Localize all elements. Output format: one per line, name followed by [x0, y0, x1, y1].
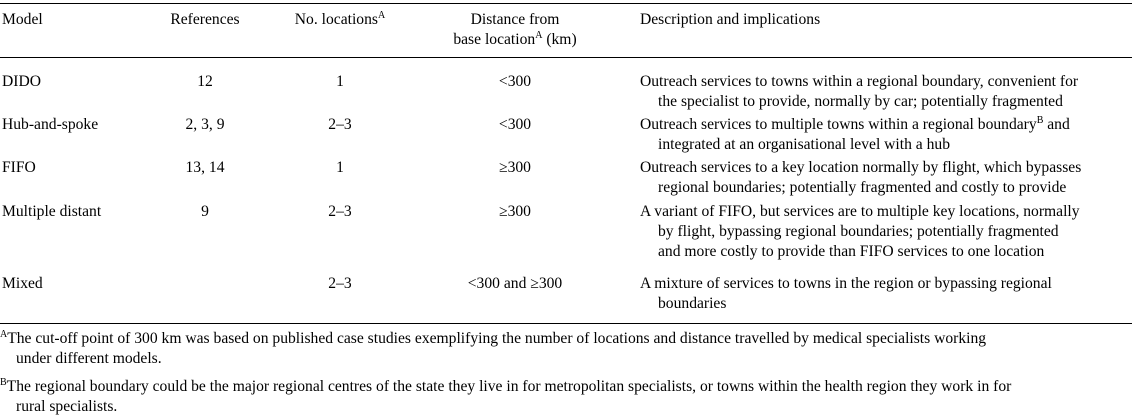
- cell-description: [640, 115, 1130, 155]
- desc-line: the specialist to provide, normally by car; potentially fragmented: [658, 93, 1063, 110]
- header-references: References: [170, 11, 240, 28]
- cell-distance: <300 and ≥300: [467, 275, 563, 292]
- cell-model: Hub-and-spoke: [2, 116, 99, 133]
- footnote-mark: B: [0, 377, 7, 388]
- header-locations: [270, 10, 410, 30]
- footnote-text: The regional boundary could be the major regional centres of the state they live in for metropolitan specialists, or towns within the health region they work in for: [6, 378, 1012, 395]
- footnote-line: rural specialists.: [16, 398, 118, 415]
- desc-line: integrated at an organisational level with a hub: [658, 136, 951, 153]
- cell-model: Mixed: [2, 275, 43, 292]
- header-distance-text: base location: [453, 31, 536, 48]
- cell-locations: 2–3: [328, 203, 352, 220]
- desc-text: Outreach services to multiple towns within a regional boundary: [640, 116, 1037, 133]
- cell-model: Multiple distant: [2, 203, 102, 220]
- desc-line: boundaries: [658, 295, 727, 312]
- footnote-line: [0, 329, 1125, 349]
- cell-locations: 2–3: [328, 116, 352, 133]
- desc-line: [640, 115, 1130, 135]
- cell-locations: 1: [336, 73, 344, 90]
- footnote-mark-a-2: A: [535, 30, 543, 41]
- footnote-b: [0, 377, 1125, 417]
- desc-line: A variant of FIFO, but services are to multiple key locations, normally: [640, 203, 1080, 220]
- cell-references: 13, 14: [185, 159, 225, 176]
- cell-references: 2, 3, 9: [185, 116, 225, 133]
- cell-references: 12: [197, 73, 213, 90]
- header-distance-line1: Distance from: [470, 11, 560, 28]
- header-distance: [410, 10, 620, 50]
- cell-description: [640, 202, 1130, 262]
- desc-text: and: [1043, 116, 1070, 133]
- cell-description: [640, 72, 1130, 112]
- footnote-line: [0, 377, 1125, 397]
- desc-line: Outreach services to a key location normally by flight, which bypasses: [640, 159, 1082, 176]
- desc-line: and more costly to provide than FIFO services to one location: [658, 243, 1045, 260]
- footnote-mark-b: B: [1036, 115, 1044, 126]
- header-locations-text: No. locations: [294, 11, 378, 28]
- header-rule: [0, 57, 1132, 58]
- footnote-text: The cut-off point of 300 km was based on published case studies exemplifying the number of locations and distance travelled by medical specialists working: [7, 330, 987, 347]
- cell-model: FIFO: [2, 159, 36, 176]
- table-bottom-rule: [0, 323, 1132, 324]
- desc-line: regional boundaries; potentially fragmented and costly to provide: [658, 179, 1067, 196]
- desc-line: by flight, bypassing regional boundaries; potentially fragmented: [658, 223, 1059, 240]
- cell-description: [640, 274, 1130, 314]
- footnote-mark: A: [0, 329, 8, 340]
- cell-references: 9: [201, 203, 209, 220]
- cell-distance: ≥300: [499, 159, 531, 176]
- cell-locations: 2–3: [328, 275, 352, 292]
- table-top-rule: [0, 3, 1132, 4]
- header-model: Model: [2, 11, 43, 28]
- header-distance-unit: (km): [542, 31, 577, 48]
- header-distance-line2: [410, 30, 620, 50]
- cell-distance: <300: [498, 116, 532, 133]
- cell-locations: 1: [336, 159, 344, 176]
- header-description: Description and implications: [640, 11, 821, 28]
- cell-distance: ≥300: [499, 203, 531, 220]
- footnote-mark-a: A: [377, 10, 386, 21]
- cell-description: [640, 158, 1130, 198]
- footnote-line: under different models.: [16, 350, 162, 367]
- desc-line: A mixture of services to towns in the region or bypassing regional: [640, 275, 1052, 292]
- desc-line: Outreach services to towns within a regional boundary, convenient for: [640, 73, 1079, 90]
- cell-distance: <300: [498, 73, 532, 90]
- cell-model: DIDO: [2, 73, 41, 90]
- footnote-a: [0, 329, 1125, 369]
